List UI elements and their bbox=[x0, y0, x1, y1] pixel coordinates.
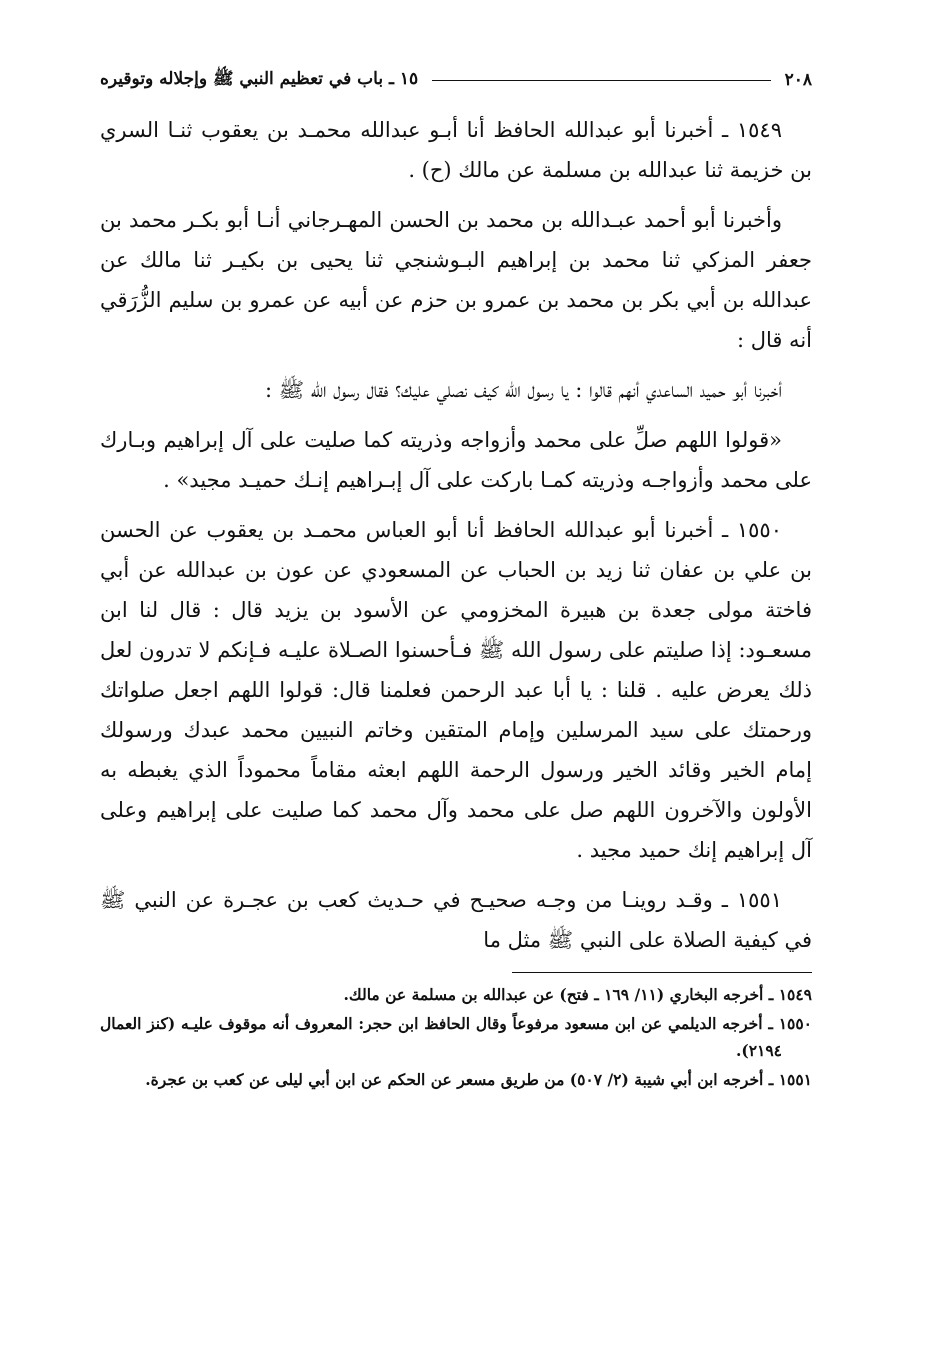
footnote-1550: ١٥٥٠ ـ أخرجه الديلمي عن ابن مسعود مرفوعاً وقال الحافظ ابن حجر: المعروف أنه موقوف عليـه (كنز العمال ٢١٩٤). bbox=[100, 1014, 812, 1060]
paragraph-1550: ١٥٥٠ ـ أخبرنا أبو عبدالله الحافظ أنا أبو العباس محمـد بن يعقوب عن الحسن بن علي بن عفان ثنا زيد بن الحباب عن المسعودي عن عون بن عبدالله عن أبي فاختة مولى جعدة بن هبيرة المخزومي عن الأسود بن يزيد قال : قال لنا ابن مسعـود: إذا صليتم على رسول الله ﷺ فـأحسنوا الصـلاة عليـه فـإنكم لا تدرون لعل ذلك يعرض عليه . قلنا : يا أبا عبد الرحمن فعلمنا قال: قولوا اللهم اجعل صلواتك ورحمتك على سيد المرسلين وإمام المتقين وخاتم النبيين محمد عبدك ورسولك إمام الخير وقائد الخير ورسول الرحمة اللهم ابعثه مقاماً محموداً الذي يغبطه به الأولون والآخرون اللهم صل على محمد وآل محمد كما صليت على إبراهيم وعلى آل إبراهيم إنك حميد مجيد . bbox=[100, 518, 812, 862]
running-title: ١٥ ـ باب في تعظيم النبي ﷺ وإجلاله وتوقيره bbox=[100, 68, 419, 89]
footnote-separator bbox=[512, 972, 812, 973]
paragraph-1549: ١٥٤٩ ـ أخبرنا أبو عبدالله الحافظ أنا أبـو عبدالله محمـد بن يعقوب ثنـا السري بن خزيمة ثنا عبدالله بن مسلمة عن مالك (ح) . bbox=[100, 118, 812, 182]
paragraph-isnad: وأخبرنا أبو أحمد عبـدالله بن محمد بن الحسن المهـرجاني أنـا أبو بكـر محمد بن جعفر المزكي ثنا محمد بن إبراهيم البـوشنجي ثنا يحيى بن بكيـر ثنا مالك عن عبدالله بن أبي بكر بن محمد بن عمرو بن حزم عن أبيه عن عمرو بن سليم الزُّرَقي أنه قال : bbox=[100, 208, 812, 352]
paragraph-1551: ١٥٥١ ـ وقـد روينـا من وجـه صحيـح في حـديث كعب بن عجـرة عن النبي ﷺ في كيفية الصلاة على النبي ﷺ مثل ما bbox=[100, 888, 812, 952]
book-page bbox=[100, 62, 812, 1095]
footnote-1551: ١٥٥١ ـ أخرجه ابن أبي شيبة (٢/ ٥٠٧) من طريق مسعر عن الحكم عن ابن أبي ليلى عن كعب بن عجرة. bbox=[145, 1070, 812, 1089]
page-number: ٢٠٨ bbox=[784, 70, 812, 90]
main-text bbox=[100, 110, 812, 960]
paragraph-prophet-quote: «قولوا اللهم صلِّ على محمد وأزواجه وذريته كما صليت على آل إبراهيم وبـارك على محمد وأزواجـه وذريته كمـا باركت على آل إبـراهيم إنـك حميـد مجيد» . bbox=[100, 428, 812, 492]
footnote-1549: ١٥٤٩ ـ أخرجه البخاري (١١/ ١٦٩ ـ فتح) عن عبدالله بن مسلمة عن مالك. bbox=[343, 985, 812, 1004]
footnotes bbox=[100, 972, 812, 1093]
header-rule bbox=[432, 80, 770, 81]
paragraph-question: أخبرنا أبو حميد الساعدي أنهم قالوا : يا رسول الله كيف نصلي عليك؟ فقال رسول الله ﷺ : bbox=[265, 378, 782, 402]
page-header bbox=[100, 62, 812, 98]
